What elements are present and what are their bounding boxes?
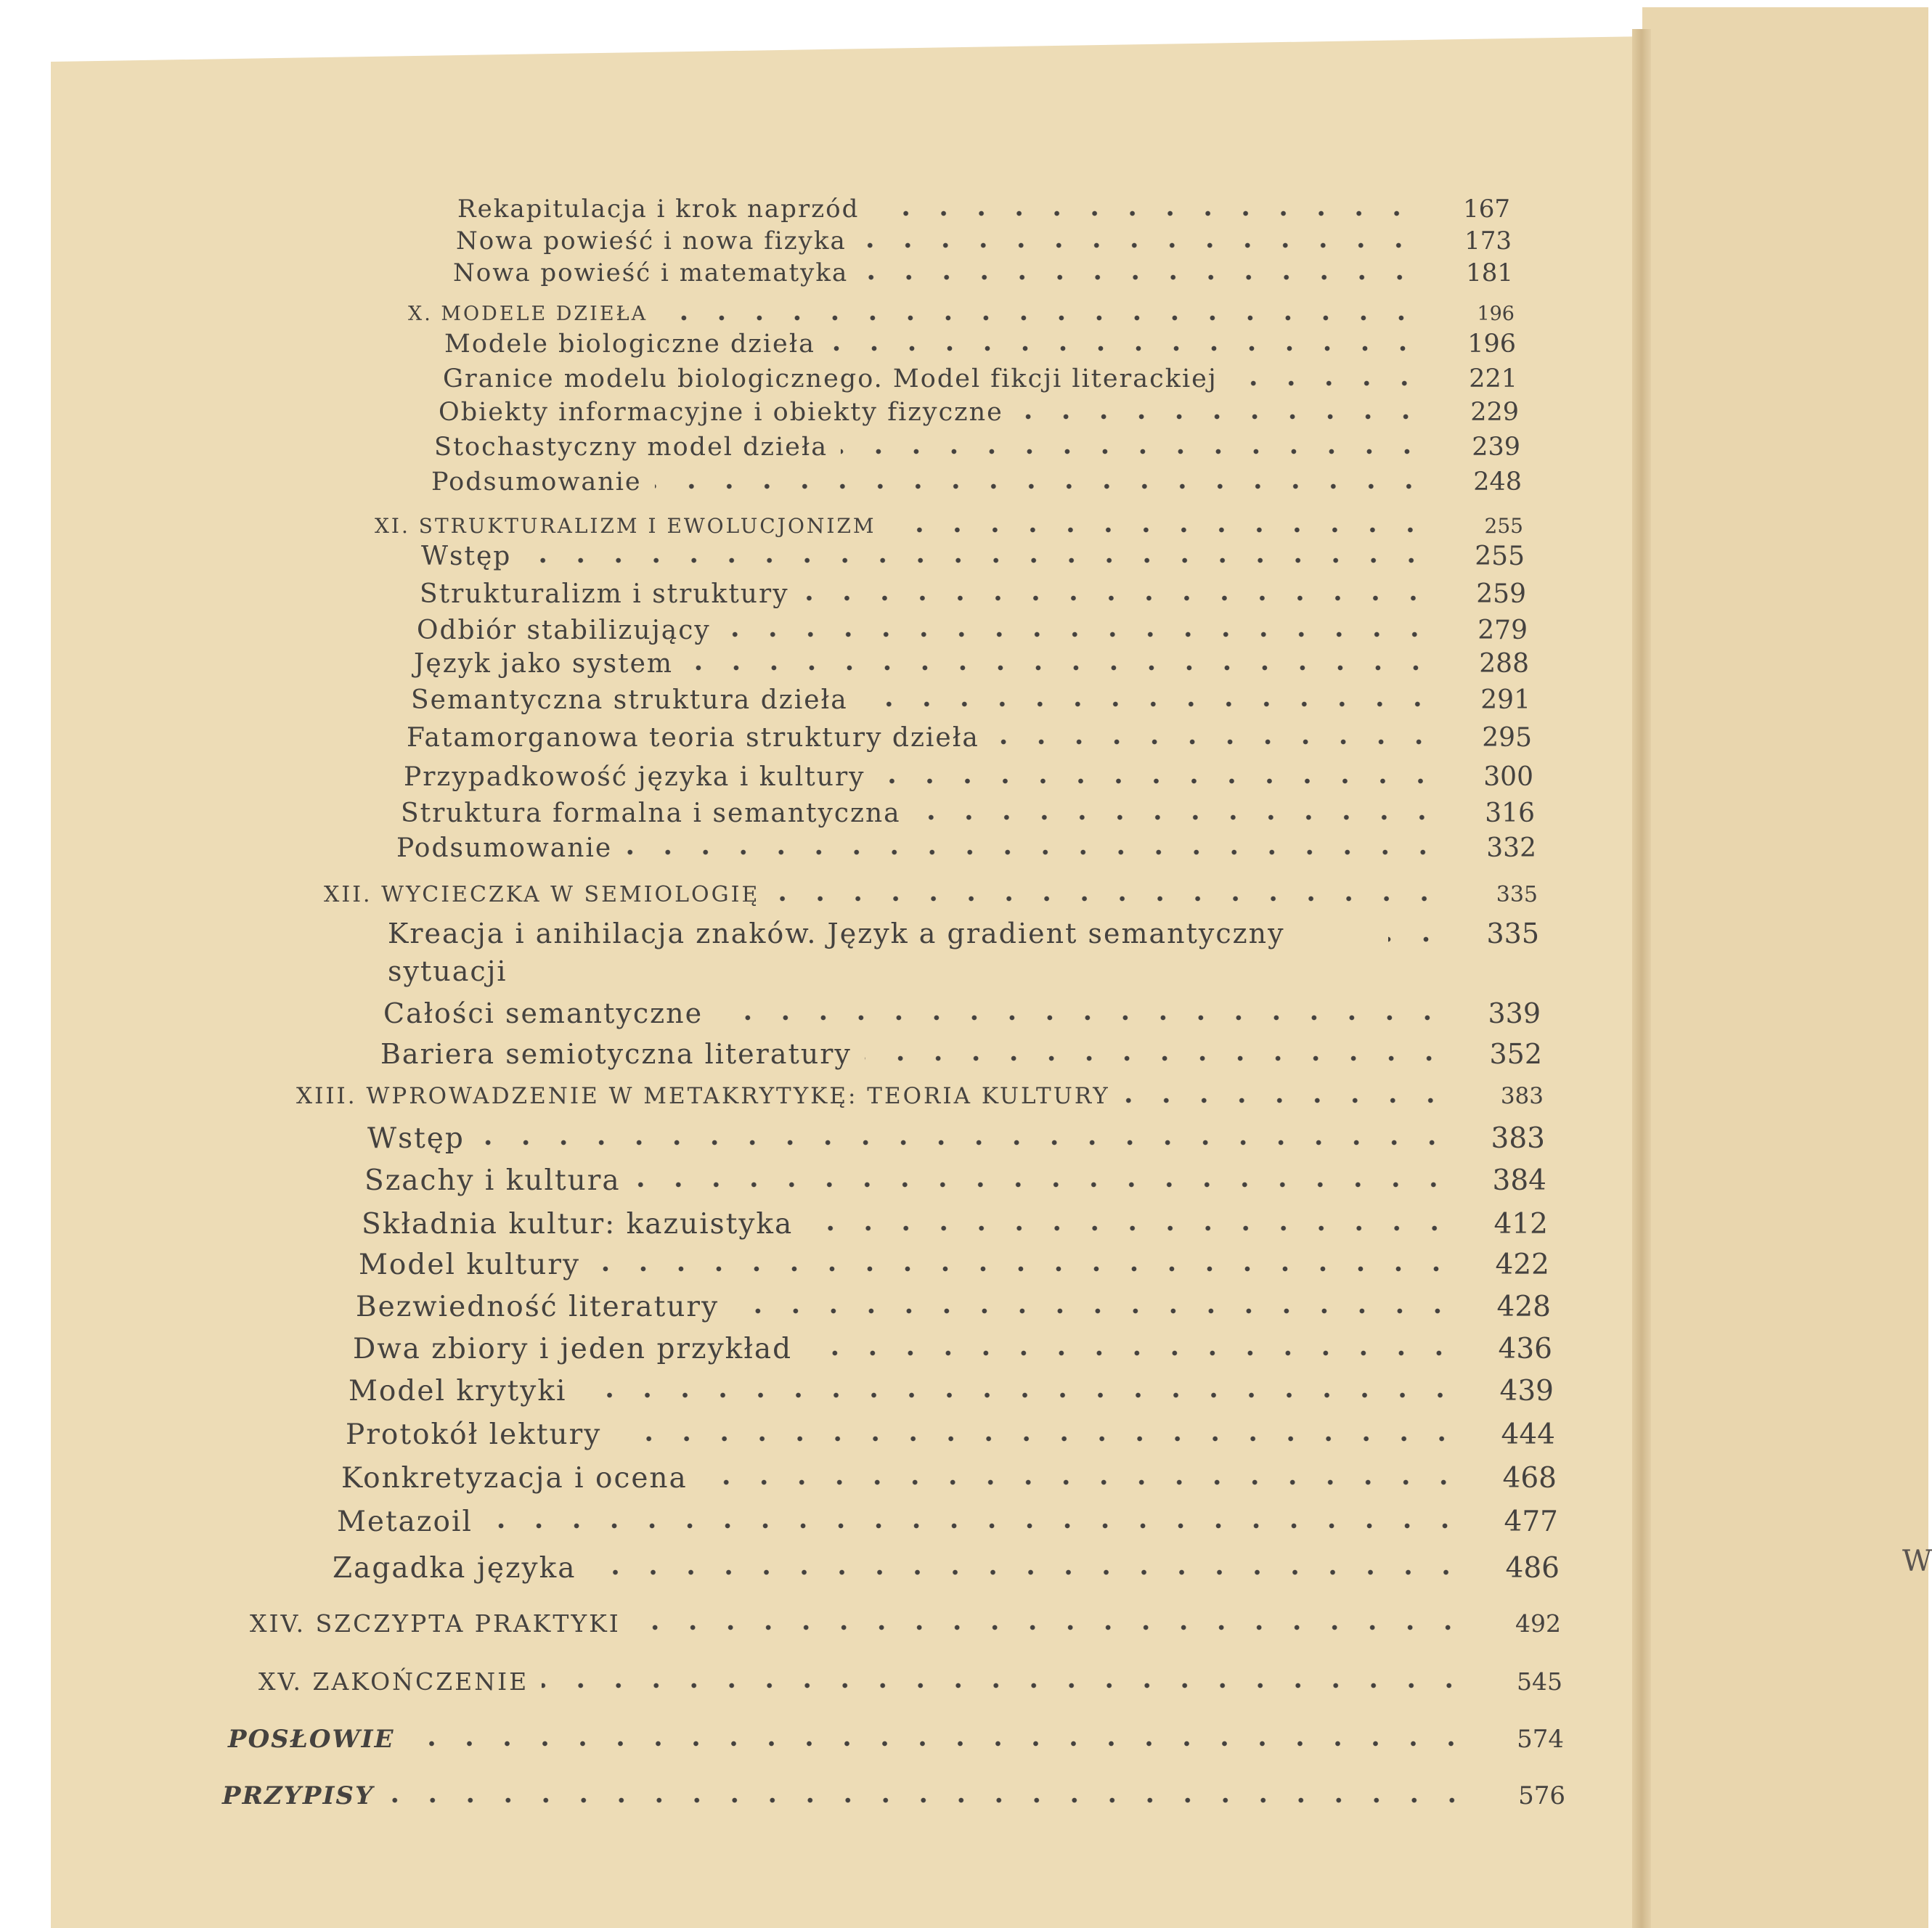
toc-page-number: 412 xyxy=(1493,1207,1548,1241)
toc-label: Nowa powieść i nowa fizyka xyxy=(456,226,847,256)
toc-page-number: 486 xyxy=(1505,1551,1560,1585)
leader-dots xyxy=(861,273,1419,282)
toc-entry-row xyxy=(453,254,1513,292)
toc-page-number: 439 xyxy=(1499,1374,1554,1408)
toc-label: Bariera semiotyczna literatury xyxy=(380,1038,852,1070)
toc-entry-row xyxy=(346,1416,1555,1453)
toc-label: XIII. WPROWADZENIE W METAKRYTYKĘ: TEORIA KULTURY xyxy=(296,1083,1110,1109)
toc-entry-row xyxy=(439,393,1519,431)
toc-label: Stochastyczny model dzieła xyxy=(434,433,828,462)
toc-page-number: 221 xyxy=(1469,364,1517,393)
toc-entry-row xyxy=(420,575,1526,613)
leader-dots xyxy=(732,1307,1456,1315)
leader-dots xyxy=(879,777,1439,785)
toc-label: Rekapitulacja i krok naprzód xyxy=(457,195,860,224)
leader-dots xyxy=(841,447,1426,456)
toc-chapter-row xyxy=(250,1604,1561,1642)
toc-entry-row xyxy=(367,1119,1545,1157)
toc-label: Metazoil xyxy=(337,1505,473,1538)
leader-dots xyxy=(724,630,1433,639)
toc-page-number: 181 xyxy=(1466,258,1513,287)
toc-entry-row xyxy=(362,1205,1548,1243)
toc-label: Struktura formalna i semantyczna xyxy=(401,798,901,828)
toc-entry-row xyxy=(349,1372,1554,1410)
leader-dots xyxy=(828,344,1422,353)
leader-dots xyxy=(805,1349,1458,1357)
toc-page-number: 335 xyxy=(1496,881,1538,907)
book-gutter xyxy=(1632,29,1651,1928)
toc-label: XII. WYCIECZKA W SEMIOLOGIĘ xyxy=(324,881,760,907)
toc-chapter-row xyxy=(296,1077,1544,1115)
toc-label: Protokół lektury xyxy=(346,1418,602,1451)
toc-entry-row xyxy=(421,537,1525,575)
leader-dots xyxy=(655,482,1427,491)
toc-appendix-row xyxy=(222,1777,1565,1815)
toc-entry-row xyxy=(434,428,1520,466)
toc-label: X. MODELE DZIEŁA xyxy=(408,302,648,325)
toc-page-number: 291 xyxy=(1480,685,1530,715)
toc-label: Bezwiedność literatury xyxy=(356,1290,720,1323)
leader-dots xyxy=(1388,935,1445,944)
toc-entry-row xyxy=(380,1035,1542,1073)
toc-entry-row xyxy=(411,681,1530,719)
toc-entry-row xyxy=(417,611,1528,649)
toc-label: Zagadka języka xyxy=(333,1551,576,1585)
leader-dots xyxy=(716,1013,1446,1022)
toc-page-number: 477 xyxy=(1504,1505,1558,1538)
toc-entry-row xyxy=(353,1330,1552,1368)
toc-label: Nowa powieść i matematyka xyxy=(453,258,849,287)
leader-dots xyxy=(865,1054,1448,1063)
leader-dots xyxy=(773,894,1443,903)
toc-label: Szachy i kultura xyxy=(364,1164,621,1197)
toc-label: XV. ZAKOŃCZENIE xyxy=(258,1667,529,1696)
toc-label: Model kultury xyxy=(359,1248,581,1281)
leader-dots xyxy=(993,738,1438,746)
leader-dots xyxy=(1123,1096,1449,1105)
leader-dots xyxy=(806,1224,1454,1233)
toc-entry-row xyxy=(407,719,1532,756)
toc-page-number: 384 xyxy=(1492,1164,1546,1197)
leader-dots xyxy=(872,209,1416,218)
leader-dots xyxy=(889,526,1429,534)
toc-label: PRZYPISY xyxy=(222,1781,375,1810)
toc-appendix-row xyxy=(228,1720,1564,1758)
toc-page-number: 468 xyxy=(1502,1461,1557,1495)
toc-page-number: 436 xyxy=(1498,1332,1552,1365)
toc-label: XIV. SZCZYPTA PRAKTYKI xyxy=(250,1609,621,1638)
toc-page-number: 167 xyxy=(1463,195,1510,224)
toc-label: Model krytyki xyxy=(349,1374,567,1408)
leader-dots xyxy=(802,594,1432,602)
leader-dots xyxy=(634,1623,1467,1632)
toc-label: Składnia kultur: kazuistyka xyxy=(362,1207,794,1241)
toc-entry-row xyxy=(364,1161,1546,1199)
leader-dots xyxy=(524,556,1430,565)
toc-label: Semantyczna struktura dzieła xyxy=(411,685,848,715)
toc-page-number: 196 xyxy=(1477,302,1515,325)
toc-label: Podsumowanie xyxy=(396,833,613,863)
toc-page-number: 239 xyxy=(1472,433,1520,462)
toc-entry-row xyxy=(388,915,1539,994)
toc-page-number: 352 xyxy=(1489,1038,1542,1070)
toc-entry-row xyxy=(404,758,1533,796)
toc-label: Całości semantyczne xyxy=(383,997,704,1029)
toc-label: Wstęp xyxy=(421,541,512,571)
leader-dots xyxy=(661,314,1420,322)
leader-dots xyxy=(408,1739,1470,1748)
toc-page-number: 279 xyxy=(1477,615,1528,645)
toc-page-number: 574 xyxy=(1517,1725,1564,1754)
leader-dots xyxy=(861,700,1436,708)
toc-page-number: 229 xyxy=(1470,398,1519,427)
toc-chapter-row xyxy=(258,1662,1562,1700)
toc-page-number: 259 xyxy=(1476,579,1526,609)
leader-dots xyxy=(593,1265,1455,1273)
toc-page-number: 173 xyxy=(1464,226,1512,256)
leader-dots xyxy=(579,1391,1459,1400)
toc-entry-row xyxy=(396,829,1536,867)
toc-page-number: 545 xyxy=(1517,1667,1562,1696)
toc-page-number: 300 xyxy=(1483,761,1533,792)
toc-label: Podsumowanie xyxy=(431,467,642,497)
toc-page-number: 383 xyxy=(1500,1083,1544,1109)
toc-entry-row xyxy=(444,325,1516,363)
leader-dots xyxy=(914,813,1440,822)
leader-dots xyxy=(614,1434,1461,1443)
leader-dots xyxy=(634,1180,1452,1189)
toc-label: Wstęp xyxy=(367,1122,465,1155)
toc-page-number: 316 xyxy=(1485,798,1535,828)
toc-entry-row xyxy=(443,360,1517,398)
leader-dots xyxy=(486,1521,1464,1530)
toc-entry-row xyxy=(333,1549,1560,1587)
leader-dots xyxy=(1231,379,1423,388)
toc-label: Modele biologiczne dzieła xyxy=(444,330,815,359)
leader-dots xyxy=(1016,412,1424,421)
toc-label: XI. STRUKTURALIZM I EWOLUCJONIZM xyxy=(375,513,876,538)
toc-page-number: 383 xyxy=(1491,1122,1545,1155)
toc-page-number: 339 xyxy=(1488,997,1541,1029)
leader-dots xyxy=(701,1478,1462,1487)
toc-page-number: 288 xyxy=(1479,648,1529,679)
toc-entry-row xyxy=(431,463,1522,501)
toc-label: Granice modelu biologicznego. Model fikcji literackiej xyxy=(443,364,1218,393)
facing-page xyxy=(1642,7,1928,1928)
toc-page-number: 295 xyxy=(1482,722,1532,753)
toc-page-number: 332 xyxy=(1486,833,1536,863)
leader-dots xyxy=(589,1568,1465,1577)
toc-page-number: 428 xyxy=(1496,1290,1551,1323)
toc-page-number: 576 xyxy=(1518,1781,1565,1810)
toc-label: Język jako system xyxy=(414,648,674,679)
toc-label: Odbiór stabilizujący xyxy=(417,615,711,645)
toc-label: Przypadkowość języka i kultury xyxy=(404,761,865,792)
toc-label: Konkretyzacja i ocena xyxy=(341,1461,688,1495)
leader-dots xyxy=(860,241,1417,250)
toc-entry-row xyxy=(414,645,1529,682)
facing-page-letter: W xyxy=(1902,1545,1932,1578)
toc-page-number: 248 xyxy=(1473,467,1522,497)
leader-dots xyxy=(686,663,1435,672)
leader-dots xyxy=(478,1138,1451,1147)
toc-page-number: 255 xyxy=(1484,513,1523,538)
toc-page-number: 255 xyxy=(1475,541,1525,571)
toc-page-number: 196 xyxy=(1467,330,1516,359)
toc-label: POSŁOWIE xyxy=(228,1725,395,1754)
toc-page-number: 444 xyxy=(1501,1418,1555,1451)
toc-entry-row xyxy=(337,1503,1558,1540)
toc-page-number: 335 xyxy=(1486,918,1539,949)
toc-entry-row xyxy=(341,1459,1557,1497)
toc-label: Strukturalizm i struktury xyxy=(420,579,789,609)
toc-label: Obiekty informacyjne i obiekty fizyczne xyxy=(439,398,1003,427)
toc-entry-row xyxy=(356,1288,1551,1326)
toc-chapter-row xyxy=(324,875,1538,913)
leader-dots xyxy=(387,1796,1471,1805)
toc-page-number: 422 xyxy=(1495,1248,1549,1281)
toc-label: Fatamorganowa teoria struktury dzieła xyxy=(407,722,979,753)
leader-dots xyxy=(542,1681,1468,1690)
toc-entry-row xyxy=(359,1246,1549,1283)
toc-label: Kreacja i anihilacja znaków. Język a gradient semantyczny sytuacji xyxy=(388,918,1285,987)
toc-entry-row xyxy=(401,794,1535,832)
toc-page-number: 492 xyxy=(1515,1609,1561,1638)
toc-entry-row xyxy=(383,994,1541,1032)
toc-label: Dwa zbiory i jeden przykład xyxy=(353,1332,793,1365)
leader-dots xyxy=(625,848,1442,857)
